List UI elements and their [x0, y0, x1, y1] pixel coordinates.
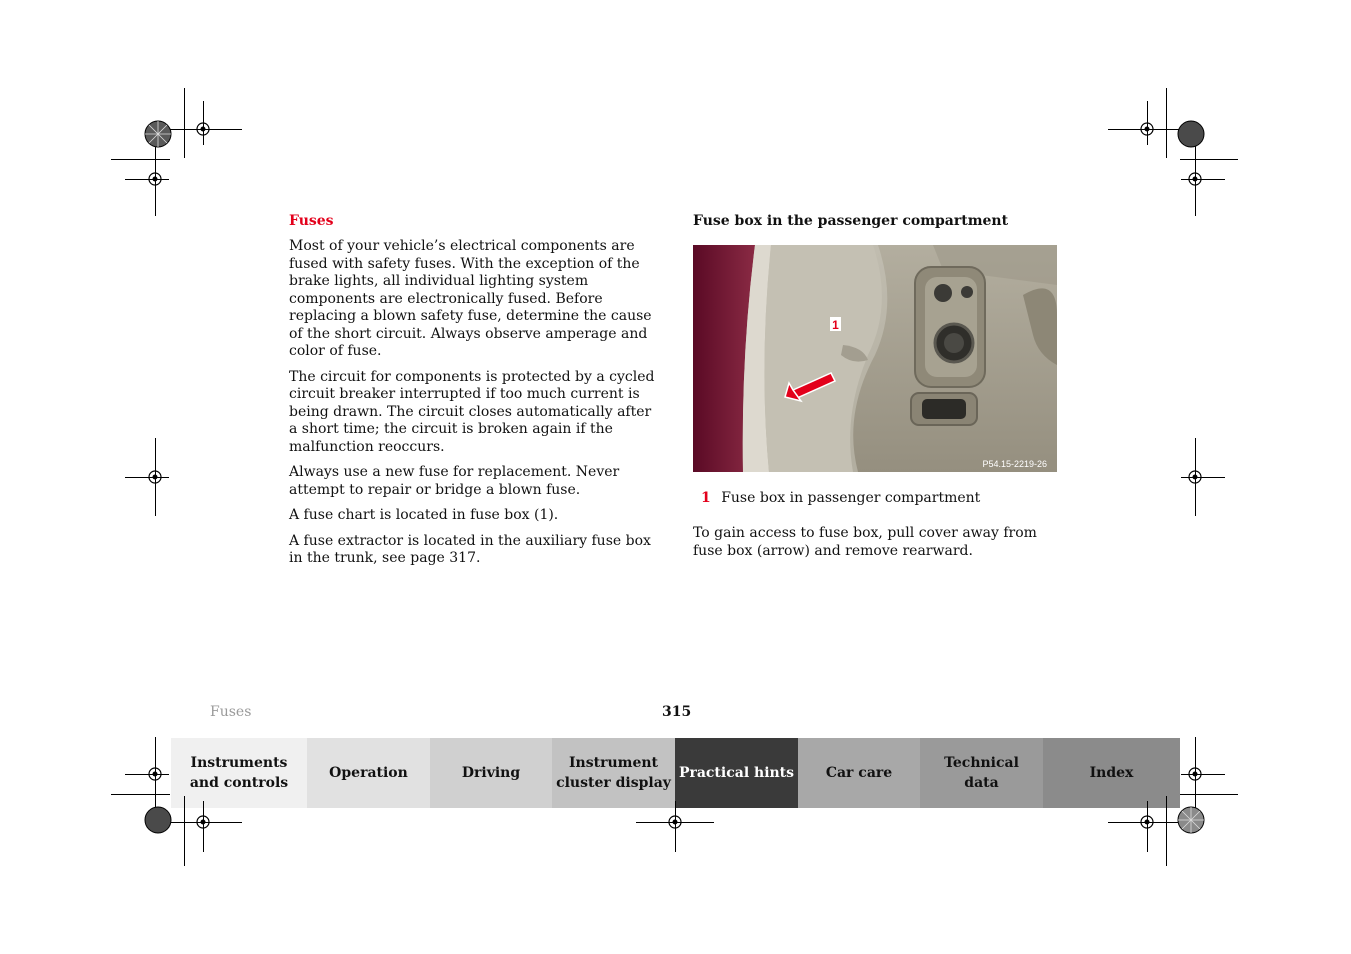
tab-label: Operation	[329, 765, 408, 781]
figure-title: Fuse box in the passenger compartment	[693, 213, 1009, 229]
color-bar-circles	[145, 121, 1204, 833]
tab-label: Driving	[461, 765, 521, 781]
caption-text: Fuse box in passenger compartment	[721, 490, 981, 506]
page-number: 315	[662, 704, 692, 720]
figure-code: P54.15-2219-26	[982, 459, 1047, 469]
access-instruction: To gain access to fuse box, pull cover away from fuse box (arrow) and remove rearward.	[693, 525, 1037, 559]
paragraph-circuit-breaker: The circuit for components is protected by a cycled circuit breaker interrupted if too much current is being drawn. The circuit closes automatically after a short time; the circuit is broken again if the malfunction reoccurs.	[289, 368, 655, 455]
tab-label: Technical data	[944, 755, 1019, 791]
tab-label: Instrument cluster display	[556, 755, 671, 791]
paragraph-fuse-extractor: A fuse extractor is located in the auxiliary fuse box in the trunk, see page 317.	[289, 532, 651, 566]
paragraph-new-fuse: Always use a new fuse for replacement. Never attempt to repair or bridge a blown fuse.	[289, 464, 620, 498]
caption-number: 1	[701, 490, 711, 506]
footer-section-name: Fuses	[210, 704, 252, 720]
tab-label: Practical hints	[678, 765, 795, 781]
paragraph-fuses-intro: Most of your vehicle’s electrical components are fused with safety fuses. With the exception of the brake lights, all individual lighting system components are electronically fused. Before replacing a blown safety fuse, determine the cause of the short circuit. Always observe amperage and color of fuse.	[289, 238, 652, 359]
figure-callout-1: 1	[832, 318, 839, 332]
tab-label: Instruments and controls	[189, 755, 289, 791]
tab-label: Car care	[825, 765, 893, 781]
tab-label: Index	[1089, 765, 1134, 781]
paragraph-fuse-chart: A fuse chart is located in fuse box (1).	[289, 507, 559, 523]
section-title: Fuses	[289, 213, 334, 229]
